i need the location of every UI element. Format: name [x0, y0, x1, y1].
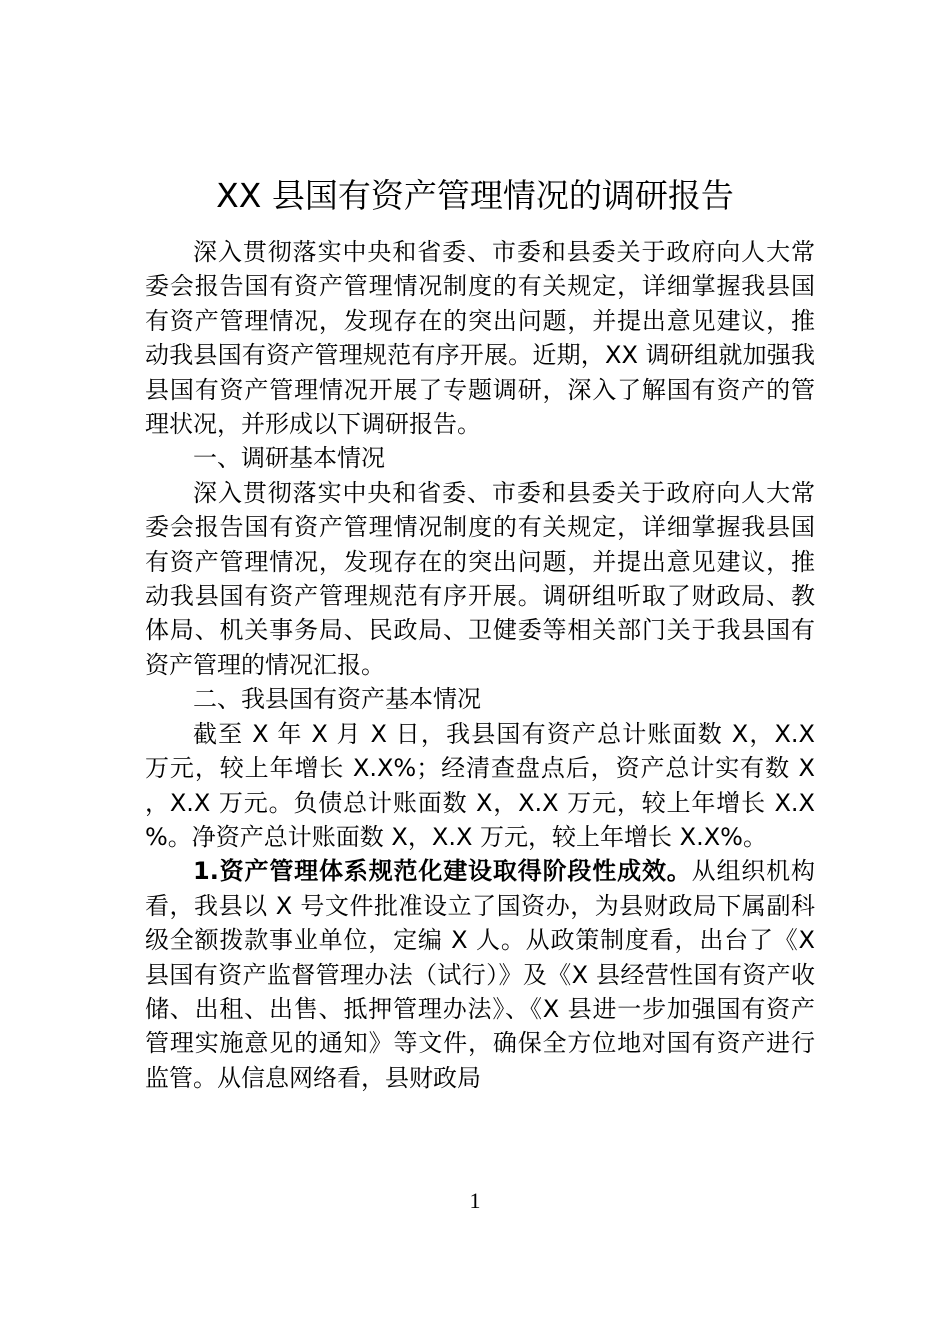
- section-1-paragraph: 深入贯彻落实中央和省委、市委和县委关于政府向人大常委会报告国有资产管理情况制度的有关规定，详细掌握我县国有资产管理情况，发现存在的突出问题，并提出意见建议，推动我县国有资产管理规范有序开展。调研组听取了财政局、教体局、机关事务局、民政局、卫健委等相关部门关于我县国有资产管理的情况汇报。: [145, 478, 815, 679]
- report-body: [145, 235, 815, 1095]
- item-1-lead: 1.资产管理体系规范化建设取得阶段性成效。: [193, 857, 692, 886]
- intro-paragraph: 深入贯彻落实中央和省委、市委和县委关于政府向人大常委会报告国有资产管理情况制度的有关规定，详细掌握我县国有资产管理情况，发现存在的突出问题，并提出意见建议，推动我县国有资产管理规范有序开展。近期，XX 调研组就加强我县国有资产管理情况开展了专题调研，深入了解国有资产的管理状况，并形成以下调研报告。: [145, 238, 815, 439]
- section-heading-2: 二、我县国有资产基本情况: [193, 685, 481, 714]
- section-heading-1: 一、调研基本情况: [193, 444, 385, 473]
- report-title: XX 县国有资产管理情况的调研报告: [216, 176, 734, 215]
- item-1-text: 从组织机构看，我县以 X 号文件批准设立了国资办，为县财政局下属副科级全额拨款事业单位，定编 X 人。从政策制度看，出台了《X 县国有资产监督管理办法（试行）》及《X 县经营性国有资产收储、出租、出售、抵押管理办法》、《X 县进一步加强国有资产管理实施意见的通知》等文件，确保全方位地对国有资产进行监管。从信息网络看，县财政局: [145, 857, 815, 1092]
- item-1-paragraph: [145, 854, 815, 1095]
- section-2-paragraph: 截至 X 年 X 月 X 日，我县国有资产总计账面数 X，X.X 万元，较上年增长 X.X%；经清查盘点后，资产总计实有数 X，X.X 万元。负债总计账面数 X，X.X 万元，较上年增长 X.X%。净资产总计账面数 X，X.X 万元，较上年增长 X.X%。: [145, 719, 815, 851]
- page-number: 1: [469, 1188, 481, 1213]
